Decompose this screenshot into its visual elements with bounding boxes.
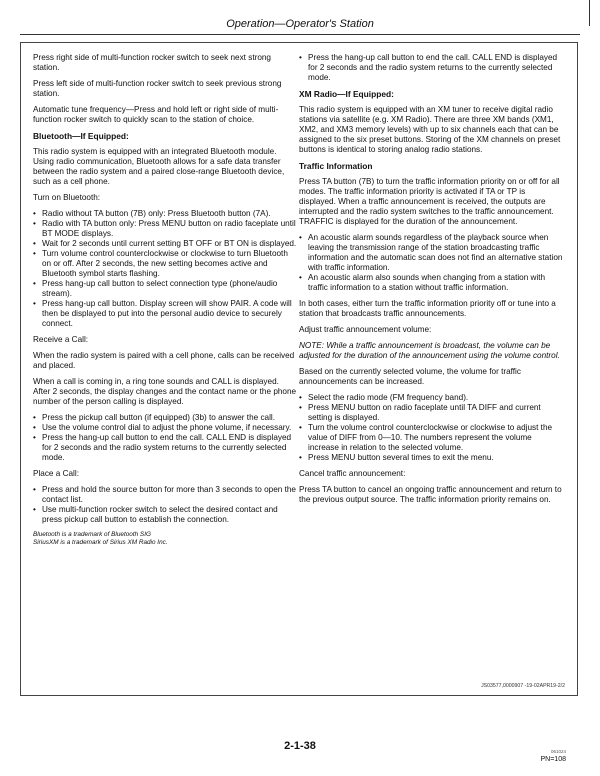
note-label: NOTE: [299,341,325,350]
list-item: • Press the hang-up call button to end the call. CALL END is displayed for 2 seconds and the radio system returns to the currently selected mode. [33,433,297,463]
list-item: • Use multi-function rocker switch to select the desired contact and press pickup call button to establish the connection. [33,505,297,525]
cancel-traffic-description: Press TA button to cancel an ongoing traffic announcement and return to the previous output source. The traffic information priority remains on. [299,485,562,504]
paragraph-auto-tune: Automatic tune frequency—Press and hold left or right side of multi-function rocker switch to quickly scan to the station of choice. [33,105,279,124]
list-item: • Turn the volume control counterclockwise or clockwise to adjust the value of DIFF from 0—10. The numbers represent the volume increase in relation to the selected volume. [299,423,563,453]
receive-call-steps-list [33,413,297,463]
xm-radio-intro: This radio system is equipped with an XM tuner to receive digital radio stations via satellite (e.g. XM Radio). There are three XM bands (XM1, XM2, and XM3 memory levels) with up to six channels each that can be assigned to the six preset buttons. Storing of the XM channels on preset buttons is identical to storing analog radio stations. [299,105,561,154]
list-item: • Press the hang-up call button to end the call. CALL END is displayed for 2 seconds and the radio system returns to the currently selected mode. [299,53,563,83]
list-item: • Press hang-up call button to select connection type (phone/audio stream). [33,279,297,299]
header-corner-rule [589,0,590,26]
left-column [33,53,297,547]
list-item: • Turn volume control counterclockwise or clockwise to turn Bluetooth on or off. After 2 seconds, the new setting becomes active and Bluetooth symbol starts flashing. [33,249,297,279]
page-header [20,14,580,35]
list-item: • Radio without TA button (7B) only: Press Bluetooth button (7A). [33,209,297,219]
bluetooth-steps-list [33,209,297,329]
note-text: While a traffic announcement is broadcast, the volume can be adjusted for the duration of the announcement using the volume control. [299,341,560,360]
pn-label: PN=108 [540,756,566,763]
receive-call-description: When a call is coming in, a ring tone sounds and CALL is displayed. After 2 seconds, the display changes and the contact name or the phone number of the person calling is displayed. [33,377,297,406]
list-item: • An acoustic alarm also sounds when changing from a station with traffic information to a station without traffic information. [299,273,563,293]
cancel-traffic-heading: Cancel traffic announcement: [299,469,406,478]
footer-code: 061024 [550,749,566,754]
list-item: • Press and hold the source button for more than 3 seconds to open the contact list. [33,485,297,505]
list-item: • Press MENU button several times to exit the menu. [299,453,563,463]
bluetooth-intro: This radio system is equipped with an integrated Bluetooth module. Using radio communication, Bluetooth allows for a safe data transfer between the radio system and a paired close-range Bluetooth device, such as a cell phone. [33,147,285,186]
traffic-info-intro: Press TA button (7B) to turn the traffic information priority on or off for all modes. The traffic information priority is activated if TA or TP is displayed. When a traffic announcement is received, the outputs are interrupted and the radio system switches to the traffic announcement. TRAFFIC is displayed for the duration of the announcement. [299,177,560,226]
paragraph-seek-previous: Press left side of multi-function rocker switch to seek previous strong station. [33,79,282,98]
place-call-steps-list [33,485,297,525]
traffic-info-heading: Traffic Information [299,161,373,171]
adjust-volume-description: Based on the currently selected volume, the volume for traffic announcements can be increased. [299,367,521,386]
end-call-steps-list [299,53,563,83]
bluetooth-heading: Bluetooth—If Equipped: [33,131,129,141]
content-box [20,42,578,696]
trademark-footnotes [33,531,297,547]
list-item: • Press the pickup call button (if equipped) (3b) to answer the call. [33,413,297,423]
adjust-volume-heading: Adjust traffic announcement volume: [299,325,432,334]
page-number: 2-1-38 [284,740,316,752]
paragraph-seek-next: Press right side of multi-function rocker switch to seek next strong station. [33,53,271,72]
receive-call-heading: Receive a Call: [33,335,89,344]
list-item: • Press MENU button on radio faceplate until TA DIFF and current setting is displayed. [299,403,563,423]
traffic-alarm-list [299,233,563,293]
bluetooth-turn-on-label: Turn on Bluetooth: [33,193,101,202]
list-item: • Wait for 2 seconds until current setting BT OFF or BT ON is displayed. [33,239,297,249]
footnote-bluetooth: Bluetooth is a trademark of Bluetooth SIG [33,531,151,538]
xm-radio-heading: XM Radio—If Equipped: [299,89,394,99]
footnote-siriusxm: SiriusXM is a trademark of Sirius XM Radio Inc. [33,539,168,546]
pn-block [541,748,567,764]
place-call-heading: Place a Call: [33,469,79,478]
list-item: • Radio with TA button only: Press MENU button on radio faceplate until BT MODE displays. [33,219,297,239]
document-id: JS03577,0000907 -19-02APR19-2/2 [481,683,565,689]
note-block [299,341,563,361]
section-title: Operation—Operator's Station [226,18,374,30]
list-item: • Press hang-up call button. Display screen will show PAIR. A code will then be displayed to put into the personal audio device to securely connect. [33,299,297,329]
list-item: • Select the radio mode (FM frequency band). [299,393,563,403]
adjust-volume-steps-list [299,393,563,463]
list-item: • An acoustic alarm sounds regardless of the playback source when leaving the transmission range of the station broadcasting traffic information and the automatic scan does not find an alternative station with traffic information. [299,233,563,273]
list-item: • Use the volume control dial to adjust the phone volume, if necessary. [33,423,297,433]
right-column [299,53,563,511]
traffic-info-both-cases: In both cases, either turn the traffic information priority off or tune into a station that broadcasts traffic announcements. [299,299,556,318]
receive-call-intro: When the radio system is paired with a cell phone, calls can be received and placed. [33,351,295,370]
